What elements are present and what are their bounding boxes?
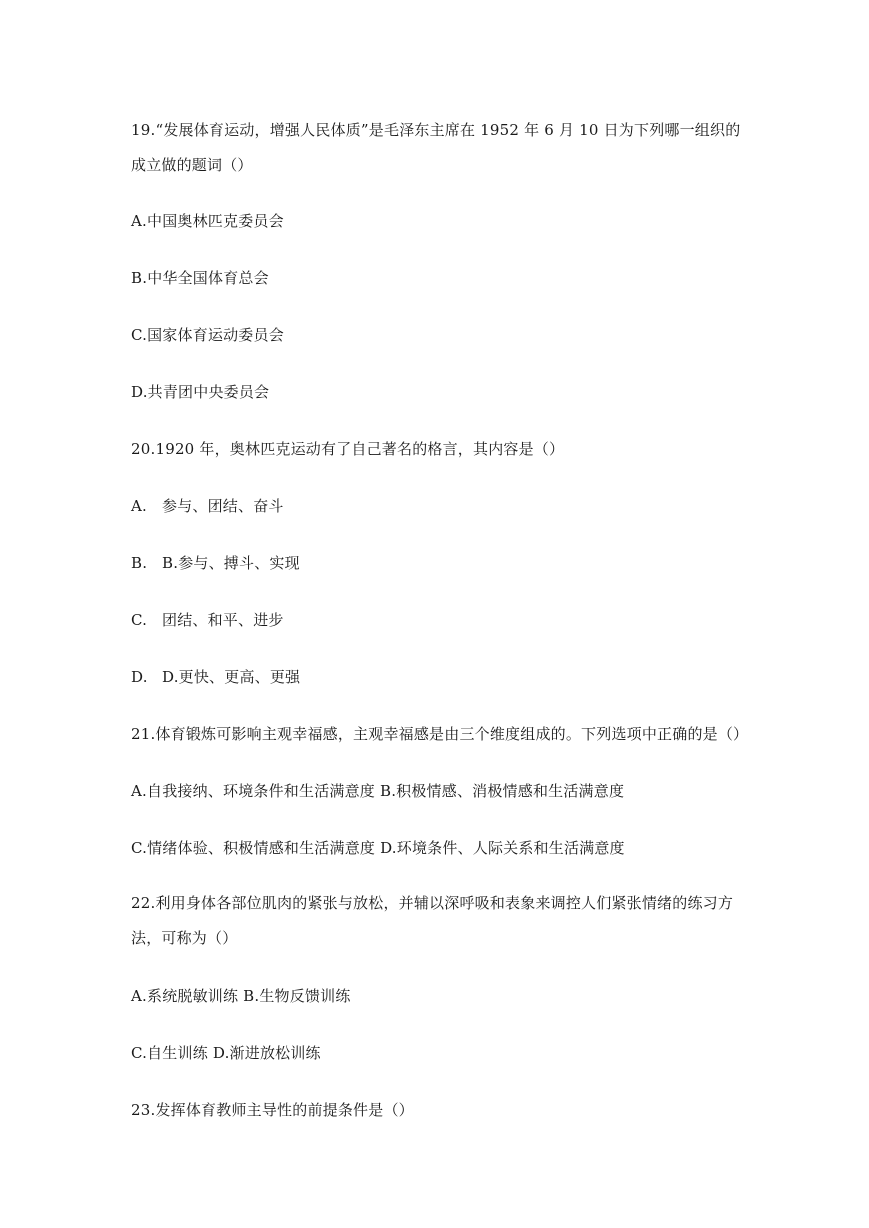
- question-23-line-1: 23.发挥体育教师主导性的前提条件是（）: [131, 1101, 414, 1119]
- question-22-options-cd: C.自生训练 D.渐进放松训练: [131, 1044, 321, 1062]
- question-21-options-cd: C.情绪体验、积极情感和生活满意度 D.环境条件、人际关系和生活满意度: [131, 839, 625, 857]
- question-22-line-1: 22.利用身体各部位肌肉的紧张与放松，并辅以深呼吸和表象来调控人们紧张情绪的练习方: [131, 894, 734, 912]
- option-letter: D.: [131, 668, 148, 686]
- question-21-line-1: 21.体育锻炼可影响主观幸福感，主观幸福感是由三个维度组成的。下列选项中正确的是（）: [131, 725, 749, 743]
- option-letter: B.: [131, 554, 148, 572]
- question-19-line-1: 19.“发展体育运动，增强人民体质”是毛泽东主席在 1952 年 6 月 10 日为下列哪一组织的: [131, 121, 741, 139]
- question-22-line-2: 法，可称为（）: [131, 929, 238, 947]
- question-19-option-b: B.中华全国体育总会: [131, 269, 269, 287]
- question-21-options-ab: A.自我接纳、环境条件和生活满意度 B.积极情感、消极情感和生活满意度: [131, 782, 625, 800]
- option-letter: A.: [131, 497, 148, 515]
- option-text: B.参与、搏斗、实现: [162, 554, 300, 572]
- question-19-option-d: D.共青团中央委员会: [131, 383, 270, 401]
- question-20-line-1: 20.1920 年，奥林匹克运动有了自己著名的格言，其内容是（）: [131, 440, 565, 458]
- question-20-option-a: [131, 496, 284, 516]
- option-text: 参与、团结、奋斗: [162, 497, 284, 515]
- option-letter: C.: [131, 611, 148, 629]
- option-text: D.更快、更高、更强: [162, 668, 301, 686]
- question-22-options-ab: A.系统脱敏训练 B.生物反馈训练: [131, 987, 351, 1005]
- question-20-option-c: [131, 610, 284, 630]
- question-19-option-c: C.国家体育运动委员会: [131, 326, 284, 344]
- option-text: 团结、和平、进步: [162, 611, 284, 629]
- question-19-option-a: A.中国奥林匹克委员会: [131, 212, 284, 230]
- question-20-option-b: [131, 553, 300, 573]
- question-19-line-2: 成立做的题词（）: [131, 156, 253, 174]
- question-20-option-d: [131, 667, 300, 687]
